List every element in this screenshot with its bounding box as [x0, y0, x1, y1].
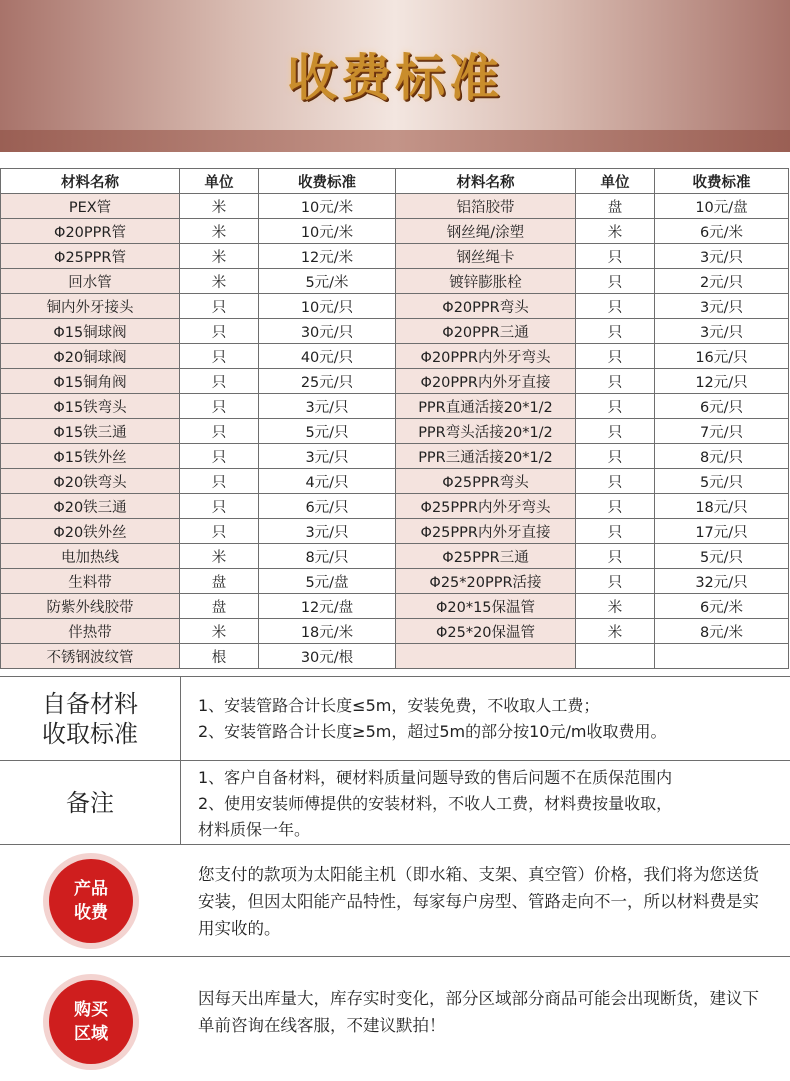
- material-name-cell: Φ20PPR内外牙弯头: [396, 344, 576, 369]
- price-cell: 5元/只: [655, 469, 789, 494]
- material-name-cell: 钢丝绳/涂塑: [396, 219, 576, 244]
- unit-cell: 只: [180, 469, 259, 494]
- notes-item: 材料质保一年。: [198, 820, 311, 839]
- price-cell: 3元/只: [655, 294, 789, 319]
- table-row: [1, 569, 789, 594]
- table-row: [1, 494, 789, 519]
- material-name-cell: Φ25PPR三通: [396, 544, 576, 569]
- unit-cell: 只: [576, 519, 655, 544]
- material-name-cell: Φ20*15保温管: [396, 594, 576, 619]
- table-row: [1, 194, 789, 219]
- column-header: 单位: [576, 169, 655, 194]
- unit-cell: 盘: [180, 594, 259, 619]
- self-materials-item: 1、安装管路合计长度≤5m，安装免费，不收取人工费；: [198, 696, 600, 715]
- self-materials-text: [198, 693, 770, 745]
- price-cell: 5元/只: [259, 419, 396, 444]
- unit-cell: 只: [180, 494, 259, 519]
- material-name-cell: Φ25PPR管: [1, 244, 180, 269]
- unit-cell: 米: [180, 194, 259, 219]
- product-fee-text: 您支付的款项为太阳能主机（即水箱、支架、真空管）价格，我们将为您送货安装，但因太阳能产品特性，每家每户房型、管路走向不一，所以材料费是实用实收的。: [198, 865, 759, 938]
- notes-label: 备注: [0, 761, 181, 845]
- price-cell: [655, 644, 789, 669]
- purchase-area-text: 因每天出库量大，库存实时变化，部分区域部分商品可能会出现断货，建议下单前咨询在线客服，不建议默拍！: [198, 989, 759, 1035]
- material-name-cell: 铜内外牙接头: [1, 294, 180, 319]
- material-name-cell: Φ20PPR弯头: [396, 294, 576, 319]
- self-materials-label-line1: 自备材料: [42, 690, 138, 718]
- material-name-cell: 生料带: [1, 569, 180, 594]
- table-row: [1, 269, 789, 294]
- price-cell: 18元/只: [655, 494, 789, 519]
- price-cell: 10元/米: [259, 219, 396, 244]
- unit-cell: 米: [576, 219, 655, 244]
- unit-cell: 只: [576, 319, 655, 344]
- price-cell: 8元/只: [259, 544, 396, 569]
- material-name-cell: Φ15铁三通: [1, 419, 180, 444]
- material-name-cell: Φ20铁外丝: [1, 519, 180, 544]
- table-header-row: [1, 169, 789, 194]
- price-cell: 10元/盘: [655, 194, 789, 219]
- material-name-cell: 回水管: [1, 269, 180, 294]
- table-row: [1, 619, 789, 644]
- price-cell: 40元/只: [259, 344, 396, 369]
- price-cell: 17元/只: [655, 519, 789, 544]
- table-row: [1, 469, 789, 494]
- material-name-cell: 钢丝绳卡: [396, 244, 576, 269]
- material-name-cell: [396, 644, 576, 669]
- unit-cell: 只: [576, 344, 655, 369]
- price-cell: 12元/米: [259, 244, 396, 269]
- material-name-cell: Φ15铁外丝: [1, 444, 180, 469]
- unit-cell: 只: [180, 369, 259, 394]
- material-name-cell: Φ20铁弯头: [1, 469, 180, 494]
- purchase-area-badge-line1: 购买: [74, 1000, 108, 1020]
- purchase-area-badge: [49, 980, 133, 1064]
- unit-cell: 只: [180, 294, 259, 319]
- material-name-cell: Φ15铜球阀: [1, 319, 180, 344]
- unit-cell: 只: [576, 394, 655, 419]
- price-cell: 30元/根: [259, 644, 396, 669]
- table-row: [1, 319, 789, 344]
- table-row: [1, 544, 789, 569]
- column-header: 收费标准: [259, 169, 396, 194]
- unit-cell: 米: [576, 619, 655, 644]
- price-cell: 30元/只: [259, 319, 396, 344]
- unit-cell: 只: [576, 244, 655, 269]
- price-cell: 3元/只: [259, 519, 396, 544]
- price-cell: 12元/只: [655, 369, 789, 394]
- unit-cell: 米: [180, 619, 259, 644]
- unit-cell: 只: [180, 444, 259, 469]
- price-cell: 32元/只: [655, 569, 789, 594]
- price-cell: 18元/米: [259, 619, 396, 644]
- material-name-cell: Φ25PPR内外牙弯头: [396, 494, 576, 519]
- unit-cell: 米: [180, 244, 259, 269]
- page-title: 收费标准: [287, 49, 503, 107]
- material-name-cell: Φ25PPR弯头: [396, 469, 576, 494]
- table-row: [1, 244, 789, 269]
- unit-cell: 根: [180, 644, 259, 669]
- material-name-cell: 不锈钢波纹管: [1, 644, 180, 669]
- unit-cell: 只: [180, 419, 259, 444]
- unit-cell: 只: [576, 294, 655, 319]
- material-name-cell: Φ20PPR三通: [396, 319, 576, 344]
- unit-cell: [576, 644, 655, 669]
- price-cell: 3元/只: [259, 394, 396, 419]
- material-name-cell: Φ25*20PPR活接: [396, 569, 576, 594]
- unit-cell: 米: [180, 544, 259, 569]
- table-row: [1, 594, 789, 619]
- unit-cell: 只: [180, 319, 259, 344]
- product-fee-section: [0, 844, 790, 957]
- unit-cell: 只: [576, 569, 655, 594]
- table-row: [1, 644, 789, 669]
- material-name-cell: 伴热带: [1, 619, 180, 644]
- header-band: [0, 130, 790, 152]
- price-cell: 3元/只: [259, 444, 396, 469]
- unit-cell: 米: [576, 594, 655, 619]
- notes-section: [0, 760, 790, 845]
- material-name-cell: Φ20PPR管: [1, 219, 180, 244]
- price-cell: 10元/只: [259, 294, 396, 319]
- notes-text: [198, 765, 770, 843]
- unit-cell: 只: [576, 494, 655, 519]
- header-banner: [0, 0, 790, 152]
- table-row: [1, 519, 789, 544]
- price-cell: 4元/只: [259, 469, 396, 494]
- self-materials-section: [0, 676, 790, 761]
- price-cell: 6元/米: [655, 594, 789, 619]
- material-name-cell: Φ25PPR内外牙直接: [396, 519, 576, 544]
- price-cell: 10元/米: [259, 194, 396, 219]
- unit-cell: 只: [180, 344, 259, 369]
- product-fee-badge-line2: 收费: [74, 903, 108, 923]
- unit-cell: 米: [180, 219, 259, 244]
- price-cell: 8元/只: [655, 444, 789, 469]
- unit-cell: 盘: [576, 194, 655, 219]
- material-name-cell: PPR弯头活接20*1/2: [396, 419, 576, 444]
- notes-item: 1、客户自备材料，硬材料质量问题导致的售后问题不在质保范围内: [198, 768, 673, 787]
- material-name-cell: 镀锌膨胀栓: [396, 269, 576, 294]
- purchase-area-badge-line2: 区域: [74, 1024, 108, 1044]
- price-cell: 3元/只: [655, 244, 789, 269]
- material-name-cell: PPR三通活接20*1/2: [396, 444, 576, 469]
- self-materials-label: [0, 677, 181, 761]
- unit-cell: 只: [180, 394, 259, 419]
- column-header: 单位: [180, 169, 259, 194]
- price-cell: 5元/米: [259, 269, 396, 294]
- price-cell: 5元/只: [655, 544, 789, 569]
- self-materials-label-line2: 收取标准: [42, 720, 138, 748]
- price-cell: 2元/只: [655, 269, 789, 294]
- table-row: [1, 369, 789, 394]
- material-name-cell: Φ15铁弯头: [1, 394, 180, 419]
- price-cell: 5元/盘: [259, 569, 396, 594]
- product-fee-badge-line1: 产品: [74, 879, 108, 899]
- price-cell: 12元/盘: [259, 594, 396, 619]
- unit-cell: 只: [576, 444, 655, 469]
- table-row: [1, 344, 789, 369]
- unit-cell: 只: [180, 519, 259, 544]
- table-row: [1, 444, 789, 469]
- table-row: [1, 219, 789, 244]
- self-materials-item: 2、安装管路合计长度≥5m，超过5m的部分按10元/m收取费用。: [198, 722, 667, 741]
- notes-item: 2、使用安装师傅提供的安装材料，不收人工费，材料费按量收取，: [198, 794, 673, 813]
- unit-cell: 只: [576, 419, 655, 444]
- unit-cell: 只: [576, 269, 655, 294]
- material-name-cell: Φ20铜球阀: [1, 344, 180, 369]
- column-header: 材料名称: [396, 169, 576, 194]
- price-cell: 6元/只: [259, 494, 396, 519]
- purchase-area-section: [0, 956, 790, 1081]
- material-name-cell: Φ25*20保温管: [396, 619, 576, 644]
- price-cell: 7元/只: [655, 419, 789, 444]
- unit-cell: 只: [576, 544, 655, 569]
- unit-cell: 只: [576, 369, 655, 394]
- material-name-cell: PPR直通活接20*1/2: [396, 394, 576, 419]
- table-row: [1, 419, 789, 444]
- material-name-cell: Φ20PPR内外牙直接: [396, 369, 576, 394]
- table-row: [1, 294, 789, 319]
- column-header: 材料名称: [1, 169, 180, 194]
- table-row: [1, 394, 789, 419]
- unit-cell: 只: [576, 469, 655, 494]
- price-cell: 6元/只: [655, 394, 789, 419]
- unit-cell: 米: [180, 269, 259, 294]
- column-header: 收费标准: [655, 169, 789, 194]
- material-name-cell: 防紫外线胶带: [1, 594, 180, 619]
- fee-table: [0, 168, 789, 669]
- unit-cell: 盘: [180, 569, 259, 594]
- price-cell: 16元/只: [655, 344, 789, 369]
- price-cell: 6元/米: [655, 219, 789, 244]
- material-name-cell: Φ15铜角阀: [1, 369, 180, 394]
- material-name-cell: PEX管: [1, 194, 180, 219]
- material-name-cell: 铝箔胶带: [396, 194, 576, 219]
- material-name-cell: 电加热线: [1, 544, 180, 569]
- price-cell: 25元/只: [259, 369, 396, 394]
- material-name-cell: Φ20铁三通: [1, 494, 180, 519]
- price-cell: 8元/米: [655, 619, 789, 644]
- product-fee-badge: [49, 859, 133, 943]
- price-cell: 3元/只: [655, 319, 789, 344]
